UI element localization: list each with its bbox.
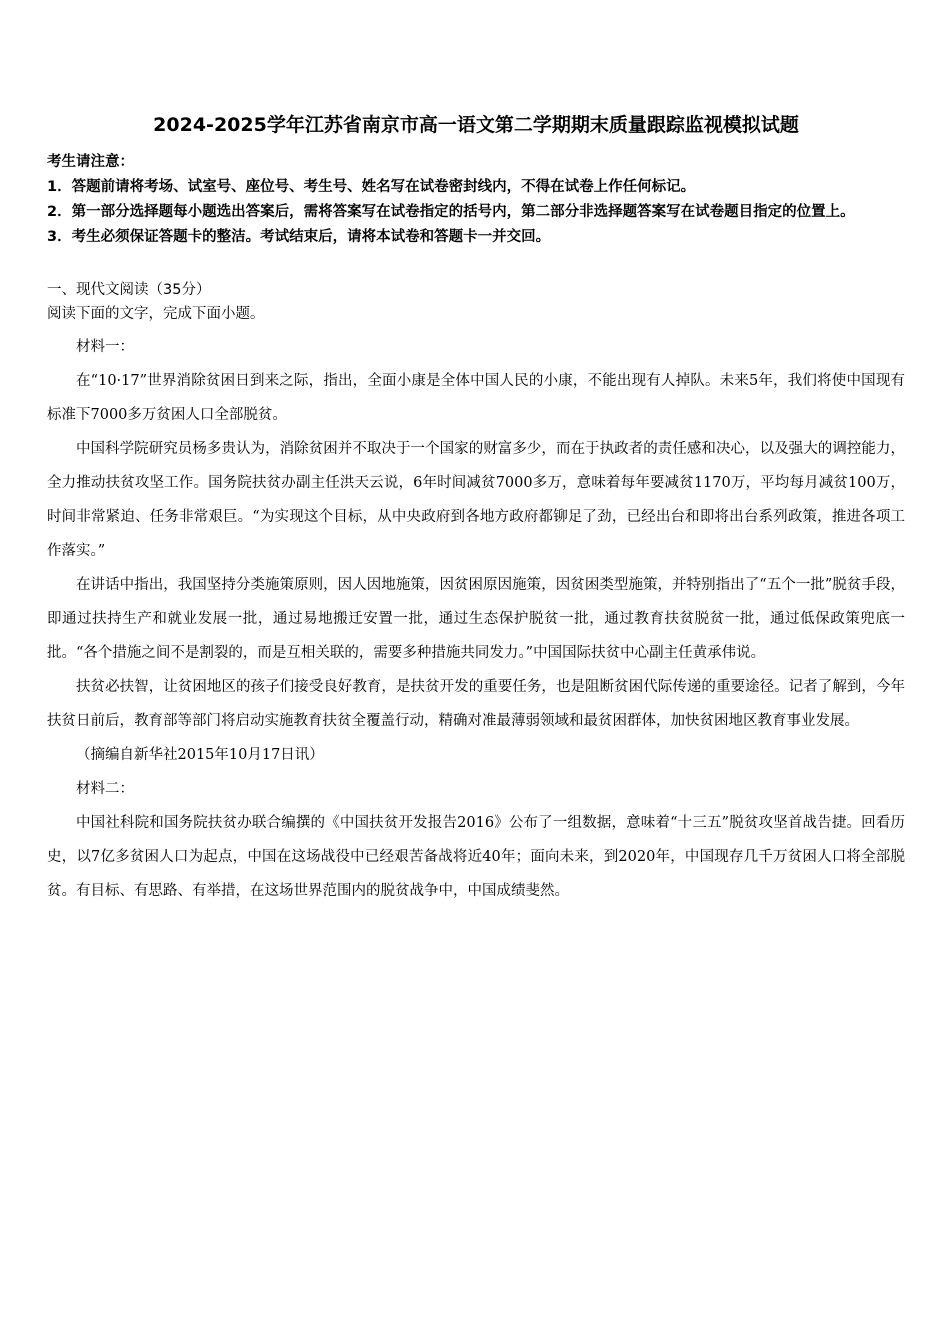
passage-paragraph: 在讲话中指出，我国坚持分类施策原则，因人因地施策，因贫困原因施策，因贫困类型施策，并特别指出了“五个一批”脱贫手段，即通过扶持生产和就业发展一批，通过易地搬迁安置一批，通过生态保护脱贫一批，通过教育扶贫脱贫一批，通过低保政策兜底一批。“各个措施之间不是割裂的，而是互相关联的，需要多种措施共同发力。”中国国际扶贫中心副主任黄承伟说。 xyxy=(47,577,905,661)
passage-paragraph: 中国社科院和国务院扶贫办联合编撰的《中国扶贫开发报告2016》公布了一组数据，意味着“十三五”脱贫攻坚首战告捷。回看历史，以7亿多贫困人口为起点，中国在这场战役中已经艰苦备战将近40年；面向未来，到2020年，中国现存几千万贫困人口将全部脱贫。有目标、有思路、有举措，在这场世界范围内的脱贫战争中，中国成绩斐然。 xyxy=(47,815,905,899)
notice-item: 2．第一部分选择题每小题选出答案后，需将答案写在试卷指定的括号内，第二部分非选择题答案写在试卷题目指定的位置上。 xyxy=(47,204,855,220)
passage-paragraph: 扶贫必扶智，让贫困地区的孩子们接受良好教育，是扶贫开发的重要任务，也是阻断贫困代际传递的重要途径。记者了解到，今年扶贫日前后，教育部等部门将启动实施教育扶贫全覆盖行动，精确对准最薄弱领域和最贫困群体，加快贫困地区教育事业发展。 xyxy=(47,679,905,729)
material-label: 材料一： xyxy=(76,339,134,355)
candidate-notice xyxy=(47,150,905,250)
source-citation: （摘编自新华社2015年10月17日讯） xyxy=(76,747,324,763)
reading-passage xyxy=(47,330,905,908)
passage-paragraph: 在“10·17”世界消除贫困日到来之际，指出，全面小康是全体中国人民的小康，不能出现有人掉队。未来5年，我们将使中国现有标准下7000多万贫困人口全部脱贫。 xyxy=(47,373,905,423)
material-label: 材料二： xyxy=(76,781,134,797)
exam-page xyxy=(47,112,905,908)
notice-item: 1．答题前请将考场、试室号、座位号、考生号、姓名写在试卷密封线内，不得在试卷上作任何标记。 xyxy=(47,179,696,195)
notice-item: 3．考生必须保证答题卡的整洁。考试结束后，请将本试卷和答题卡一并交回。 xyxy=(47,229,551,245)
section-instruction: 阅读下面的文字，完成下面小题。 xyxy=(47,306,265,322)
notice-heading: 考生请注意： xyxy=(47,154,134,170)
passage-paragraph: 中国科学院研究员杨多贵认为，消除贫困并不取决于一个国家的财富多少，而在于执政者的责任感和决心，以及强大的调控能力，全力推动扶贫攻坚工作。国务院扶贫办副主任洪天云说，6年时间减贫7000多万，意味着每年要减贫1170万，平均每月减贫100万，时间非常紧迫、任务非常艰巨。“为实现这个目标，从中央政府到各地方政府都铆足了劲，已经出台和即将出台系列政策，推进各项工作落实。” xyxy=(47,441,905,559)
section-heading: 一、现代文阅读（35分） xyxy=(47,282,211,298)
exam-title: 2024-2025学年江苏省南京市高一语文第二学期期末质量跟踪监视模拟试题 xyxy=(153,114,799,136)
